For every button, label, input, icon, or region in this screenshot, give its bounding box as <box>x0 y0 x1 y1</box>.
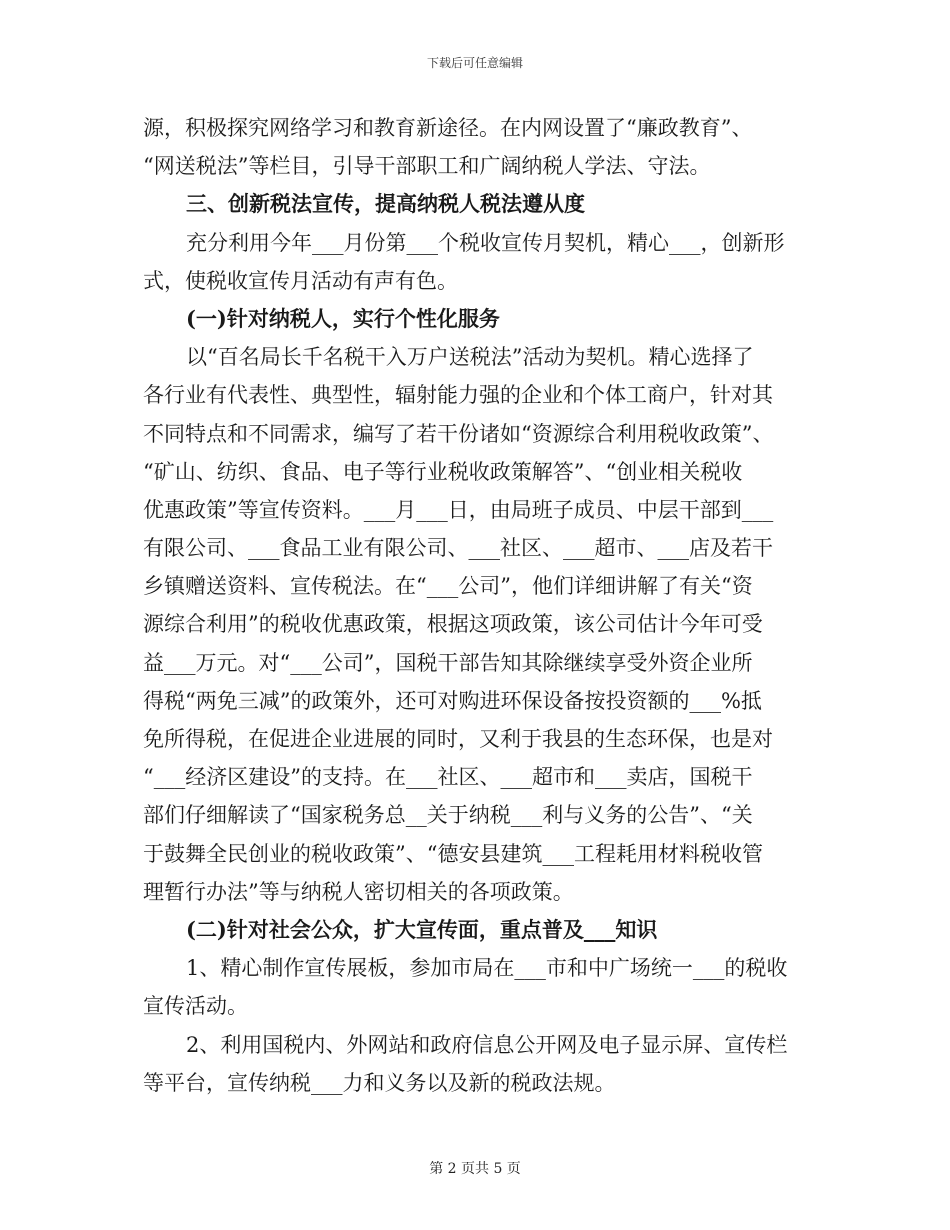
text-line: 等平台，宣传纳税___力和义务以及新的税政法规。 <box>143 1070 616 1095</box>
text-line: 乡镇赠送资料、宣传税法。在“___公司”，他们详细讲解了有关“资 <box>143 574 753 599</box>
text-line: 以“百名局长千名税干入万户送税法”活动为契机。精心选择了 <box>186 345 754 370</box>
text-line: 理暂行办法”等与纳税人密切相关的各项政策。 <box>143 879 574 904</box>
text-line: 源，积极探究网络学习和教育新途径。在内网设置了“廉政教育”、 <box>143 116 753 140</box>
text-line: 不同特点和不同需求，编写了若干份诸如“资源综合利用税收政策”、 <box>143 421 774 446</box>
text-line: 优惠政策”等宣传资料。___月___日，由局班子成员、中层干部到___ <box>143 497 774 522</box>
text-line: 益___万元。对“___公司”，国税干部告知其除继续享受外资企业所 <box>143 650 753 675</box>
text-line: 2、利用国税内、外网站和政府信息公开网及电子显示屏、宣传栏 <box>186 1032 788 1057</box>
text-line: 1、精心制作宣传展板，参加市局在___市和中广场统一___的税收 <box>186 956 788 981</box>
text-line: “矿山、纺织、食品、电子等行业税收政策解答”、“创业相关税收 <box>143 459 743 484</box>
document-body <box>143 109 808 1102</box>
page-header: 下载后可任意编辑 <box>426 56 523 70</box>
text-line: 有限公司、___食品工业有限公司、___社区、___超市、___店及若干 <box>143 536 773 561</box>
section-heading: 三、创新税法宣传，提高纳税人税法遵从度 <box>186 191 585 217</box>
page-footer: 第 2 页共 5 页 <box>429 1161 521 1177</box>
text-line: 宣传活动。 <box>143 994 248 1019</box>
text-line: “___经济区建设”的支持。在___社区、___超市和___卖店，国税干 <box>143 765 753 790</box>
text-line: 各行业有代表性、典型性，辐射能力强的企业和个体工商户，针对其 <box>143 383 773 408</box>
text-line: “网送税法”等栏目，引导干部职工和广阔纳税人学法、守法。 <box>143 154 711 179</box>
text-line: 式，使税收宣传月活动有声有色。 <box>143 268 458 293</box>
text-line: 充分利用今年___月份第___个税收宣传月契机，精心___，创新形 <box>186 230 785 255</box>
section-heading: (二)针对社会公众，扩大宣传面，重点普及___知识 <box>186 916 658 942</box>
text-line: 得税“两免三减”的政策外，还可对购进环保设备按投资额的___%抵 <box>143 688 762 713</box>
text-line: 免所得税，在促进企业进展的同时，又利于我县的生态环保，也是对 <box>143 727 773 751</box>
text-line: 于鼓舞全民创业的税收政策”、“德安县建筑___工程耗用材料税收管 <box>143 841 763 866</box>
text-line: 部们仔细解读了“国家税务总__关于纳税___利与义务的公告”、“关 <box>143 803 753 828</box>
section-heading: (一)针对纳税人，实行个性化服务 <box>186 305 500 331</box>
text-line: 源综合利用”的税收优惠政策，根据这项政策，该公司估计今年可受 <box>143 612 763 637</box>
